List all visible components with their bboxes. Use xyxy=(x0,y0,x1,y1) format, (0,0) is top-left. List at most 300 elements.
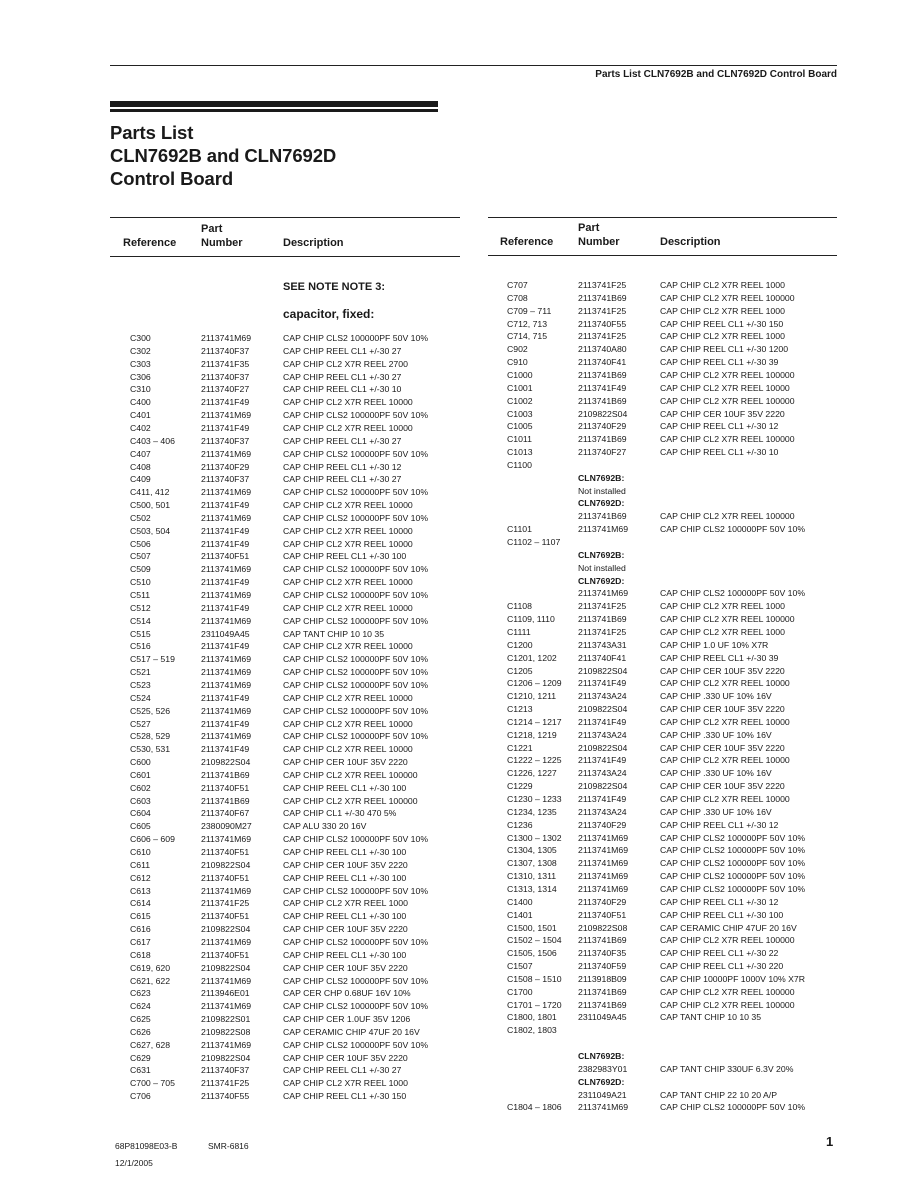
row-part-number: 2113946E01 xyxy=(201,988,250,999)
table-row xyxy=(507,319,837,329)
table-row xyxy=(130,719,460,729)
row-reference: C510 xyxy=(130,577,151,588)
row-description: CAP CHIP CLS2 100000PF 50V 10% xyxy=(283,590,429,600)
row-part-number: 2113741F49 xyxy=(201,577,250,588)
table-row xyxy=(507,563,837,573)
row-part-number: 2113740F41 xyxy=(578,357,627,368)
title-line-2: CLN7692B and CLN7692D xyxy=(110,145,337,166)
row-description: CAP CHIP CER 10UF 35V 2220 xyxy=(660,742,785,753)
table-row xyxy=(507,370,837,380)
row-description: CAP CHIP REEL CL1 +/-30 150 xyxy=(283,1091,407,1102)
row-reference: C407 xyxy=(130,448,151,459)
row-part-number: 2113741F49 xyxy=(201,692,250,703)
row-description: CAP CHIP REEL CL1 +/-30 100 xyxy=(283,847,407,857)
table-row xyxy=(507,434,837,444)
row-part-number: 2113740F27 xyxy=(578,447,627,458)
row-part-number: CLN7692D: xyxy=(578,1076,625,1087)
row-part-number: 2113741M69 xyxy=(578,871,629,882)
table-row xyxy=(507,627,837,637)
table-row xyxy=(130,898,460,908)
row-description: CAP CHIP CL2 X7R REEL 10000 xyxy=(283,692,413,703)
table-row xyxy=(507,306,837,316)
table-row xyxy=(507,974,837,984)
row-part-number: 2113740F29 xyxy=(578,421,627,432)
row-part-number: 2113741M69 xyxy=(201,705,252,716)
note-heading: SEE NOTE NOTE 3: xyxy=(283,281,386,293)
row-reference: C1206 – 1209 xyxy=(507,678,562,689)
table-row xyxy=(507,743,837,753)
row-reference: C1310, 1311 xyxy=(507,871,557,882)
table-row xyxy=(130,564,460,574)
table-row xyxy=(130,590,460,600)
row-description: CAP CHIP .330 UF 10% 16V xyxy=(660,691,772,702)
left-col-reference: Reference xyxy=(123,237,177,249)
row-description: CAP CHIP CL2 X7R REEL 1000 xyxy=(660,280,785,290)
row-reference: C502 xyxy=(130,512,151,523)
row-part-number: 2113741M69 xyxy=(578,524,629,535)
row-reference: C503, 504 xyxy=(130,525,171,536)
row-reference: C604 xyxy=(130,808,151,819)
table-row xyxy=(130,513,460,523)
row-part-number: 2113741F49 xyxy=(578,716,627,727)
table-row xyxy=(507,755,837,765)
row-part-number: 2113741M69 xyxy=(578,845,629,856)
row-part-number: 2113741M69 xyxy=(201,936,252,947)
table-row xyxy=(507,768,837,778)
row-part-number: 2113743A24 xyxy=(578,691,627,702)
table-row xyxy=(130,654,460,664)
table-row xyxy=(507,961,837,971)
row-reference: C602 xyxy=(130,782,151,793)
table-row xyxy=(130,474,460,484)
row-reference: C601 xyxy=(130,769,151,780)
table-row xyxy=(507,447,837,457)
row-reference: C1307, 1308 xyxy=(507,858,557,869)
row-part-number: 2113741M69 xyxy=(201,667,252,678)
row-reference: C1108 xyxy=(507,601,532,612)
row-reference: C506 xyxy=(130,538,151,549)
row-part-number: 2311049A45 xyxy=(201,628,250,639)
row-reference: C521 xyxy=(130,667,151,678)
row-reference: C500, 501 xyxy=(130,500,171,511)
table-row xyxy=(507,1025,837,1035)
row-reference: C1236 xyxy=(507,819,533,830)
row-part-number: 2113740F37 xyxy=(201,1065,250,1076)
row-description: CAP CHIP REEL CL1 +/-30 100 xyxy=(283,872,407,883)
table-row xyxy=(130,860,460,870)
row-part-number: 2109822S04 xyxy=(578,781,628,792)
row-description: CAP CHIP CL2 X7R REEL 10000 xyxy=(283,577,413,588)
title-bar xyxy=(110,101,438,109)
left-col-part: Part xyxy=(201,223,223,235)
row-part-number: 2113741F49 xyxy=(201,538,250,549)
right-table-top-rule xyxy=(488,217,837,218)
row-part-number: 2113741M69 xyxy=(201,1001,252,1012)
row-reference: C408 xyxy=(130,461,151,472)
row-description: CAP CHIP REEL CL1 +/-30 150 xyxy=(660,318,784,329)
row-part-number: 2113741F25 xyxy=(578,305,627,316)
row-description: CAP CHIP REEL CL1 +/-30 220 xyxy=(660,961,784,972)
row-part-number: 2113740F51 xyxy=(578,909,627,920)
table-row xyxy=(130,731,460,741)
row-reference: C626 xyxy=(130,1026,151,1037)
row-part-number: 2113740F51 xyxy=(201,872,250,883)
row-description: CAP CHIP CL2 X7R REEL 100000 xyxy=(660,434,795,445)
row-part-number: 2113740F27 xyxy=(201,384,250,395)
row-description: CAP CHIP REEL CL1 +/-30 39 xyxy=(660,652,779,663)
row-part-number: 2113741M69 xyxy=(201,448,252,459)
row-part-number: 2113741F49 xyxy=(201,500,250,511)
row-reference: C1000 xyxy=(507,369,533,380)
row-description: CAP CHIP CL2 X7R REEL 1000 xyxy=(660,626,785,637)
row-reference: C1200 xyxy=(507,639,533,650)
row-reference: C1700 xyxy=(507,986,533,997)
row-description: CAP CHIP REEL CL1 +/-30 27 xyxy=(283,474,402,485)
table-row xyxy=(130,1053,460,1063)
table-row xyxy=(130,616,460,626)
table-row xyxy=(507,498,837,508)
row-description: CAP CHIP CLS2 100000PF 50V 10% xyxy=(660,832,806,843)
row-description: CAP CHIP CL2 X7R REEL 10000 xyxy=(660,678,790,689)
row-description: CAP CHIP CL1 +/-30 470 5% xyxy=(283,808,397,819)
table-row xyxy=(507,653,837,663)
table-row xyxy=(130,372,460,382)
row-part-number: 2113743A24 xyxy=(578,806,627,817)
row-part-number: 2113741M69 xyxy=(578,588,629,599)
table-row xyxy=(507,331,837,341)
row-description: CAP CHIP CL2 X7R REEL 100000 xyxy=(660,369,795,380)
title-line-1: Parts List xyxy=(110,122,194,143)
row-reference: C614 xyxy=(130,898,151,909)
table-row xyxy=(507,640,837,650)
table-row xyxy=(130,603,460,613)
table-row xyxy=(130,526,460,536)
row-description: CAP CHIP CLS2 100000PF 50V 10% xyxy=(283,731,429,742)
row-description: CAP CHIP CER 10UF 35V 2220 xyxy=(660,408,785,419)
row-part-number: 2109822S08 xyxy=(578,922,628,933)
table-row xyxy=(130,950,460,960)
row-part-number: CLN7692B: xyxy=(578,1051,625,1061)
table-row xyxy=(130,539,460,549)
section-heading: capacitor, fixed: xyxy=(283,307,375,321)
row-description: CAP CHIP REEL CL1 +/-30 12 xyxy=(660,819,779,830)
row-part-number: Not installed xyxy=(578,562,626,573)
row-reference: C615 xyxy=(130,911,151,922)
row-description: CAP CHIP CLS2 100000PF 50V 10% xyxy=(660,1102,806,1113)
row-part-number: 2113741M69 xyxy=(201,654,252,665)
row-reference: C400 xyxy=(130,397,151,408)
table-row xyxy=(130,436,460,446)
row-description: CAP CHIP REEL CL1 +/-30 10 xyxy=(283,384,402,395)
row-description: CAP CHIP CL2 X7R REEL 100000 xyxy=(660,511,795,522)
row-reference: C402 xyxy=(130,422,151,433)
table-row xyxy=(130,1014,460,1024)
row-reference: C1003 xyxy=(507,408,533,419)
row-description: CAP CHIP CL2 X7R REEL 2700 xyxy=(283,358,408,369)
row-reference: C524 xyxy=(130,692,151,703)
row-reference: C910 xyxy=(507,357,528,368)
row-description: CAP CHIP CLS2 100000PF 50V 10% xyxy=(283,667,429,678)
row-description: CAP CHIP REEL CL1 +/-30 1200 xyxy=(660,344,789,355)
table-row xyxy=(130,808,460,818)
row-reference: C1210, 1211 xyxy=(507,691,557,702)
row-part-number: 2113918B09 xyxy=(578,973,627,984)
table-row xyxy=(507,717,837,727)
row-description: CAP CHIP CL2 X7R REEL 100000 xyxy=(660,614,795,625)
row-reference: C627, 628 xyxy=(130,1039,171,1050)
table-row xyxy=(507,1051,837,1061)
table-row xyxy=(130,963,460,973)
row-reference: C606 – 609 xyxy=(130,834,175,845)
table-row xyxy=(130,641,460,651)
row-part-number: 2113741M69 xyxy=(201,834,252,845)
row-reference: C1001 xyxy=(507,382,533,393)
row-part-number: 2113741F25 xyxy=(578,601,627,612)
row-description: CAP CHIP CLS2 100000PF 50V 10% xyxy=(283,512,429,523)
row-reference: C530, 531 xyxy=(130,744,171,755)
row-reference: C523 xyxy=(130,679,151,690)
row-description: CAP CHIP CLS2 100000PF 50V 10% xyxy=(283,1039,429,1050)
table-row xyxy=(507,601,837,611)
row-description: CAP CHIP CLS2 100000PF 50V 10% xyxy=(283,333,429,343)
row-part-number: 2109822S04 xyxy=(578,704,628,715)
row-description: CAP CHIP CL2 X7R REEL 100000 xyxy=(660,999,795,1010)
row-reference: C621, 622 xyxy=(130,975,171,986)
row-part-number: CLN7692D: xyxy=(578,498,625,509)
row-part-number: 2113741B69 xyxy=(578,614,627,625)
row-part-number: 2113741F25 xyxy=(578,331,627,342)
left-col-number: Number xyxy=(201,237,243,249)
table-row xyxy=(507,1038,837,1048)
right-table-header-rule xyxy=(488,255,837,256)
footer-doc-number: 68P81098E03-B xyxy=(115,1141,178,1151)
table-row xyxy=(507,576,837,586)
row-part-number: 2113741F49 xyxy=(578,794,627,804)
row-part-number: 2113741M69 xyxy=(201,615,252,626)
row-reference: C616 xyxy=(130,924,151,935)
row-part-number: 2380090M27 xyxy=(201,821,252,832)
row-part-number: 2113741B69 xyxy=(201,769,250,780)
row-reference: C517 – 519 xyxy=(130,654,175,665)
table-row xyxy=(507,486,837,496)
row-description: CAP CHIP CER 10UF 35V 2220 xyxy=(283,859,408,870)
row-reference: C1102 – 1107 xyxy=(507,537,561,547)
row-description: CAP CHIP CL2 X7R REEL 10000 xyxy=(660,755,790,766)
row-part-number: 2113743A24 xyxy=(578,768,627,779)
row-reference: C1201, 1202 xyxy=(507,652,557,663)
row-description: CAP CHIP CLS2 100000PF 50V 10% xyxy=(283,448,429,459)
table-row xyxy=(130,423,460,433)
row-description: CAP CERAMIC CHIP 47UF 20 16V xyxy=(660,922,797,933)
row-description: CAP CHIP CL2 X7R REEL 100000 xyxy=(660,292,795,303)
row-part-number: 2113740F51 xyxy=(201,782,250,793)
table-row xyxy=(507,344,837,354)
row-part-number: 2311049A45 xyxy=(578,1012,627,1023)
table-row xyxy=(130,1065,460,1075)
row-reference: C707 xyxy=(507,280,528,290)
row-reference: C613 xyxy=(130,885,151,896)
row-reference: C709 – 711 xyxy=(507,305,552,316)
table-row xyxy=(130,397,460,407)
header-rule xyxy=(110,65,837,66)
row-description: CAP TANT CHIP 10 10 35 xyxy=(660,1012,762,1023)
row-description: CAP CHIP CL2 X7R REEL 10000 xyxy=(283,718,413,729)
row-reference: C525, 526 xyxy=(130,705,171,716)
row-description: CAP CHIP CLS2 100000PF 50V 10% xyxy=(283,975,429,986)
row-reference: C403 – 406 xyxy=(130,435,175,446)
running-header: Parts List CLN7692B and CLN7692D Control Board xyxy=(595,69,837,80)
right-col-reference: Reference xyxy=(500,236,554,248)
row-part-number: 2113741M69 xyxy=(201,1039,252,1050)
row-part-number: CLN7692B: xyxy=(578,549,625,560)
row-description: CAP CHIP CLS2 100000PF 50V 10% xyxy=(283,654,429,665)
table-row xyxy=(507,923,837,933)
row-description: CAP TANT CHIP 22 10 20 A/P xyxy=(660,1089,778,1100)
table-row xyxy=(507,678,837,688)
row-description: CAP CHIP CLS2 100000PF 50V 10% xyxy=(283,410,429,421)
table-row xyxy=(507,1012,837,1022)
row-description: CAP CHIP REEL CL1 +/-30 100 xyxy=(283,551,407,562)
row-part-number: 2113741M69 xyxy=(201,410,252,421)
row-part-number: 2113740F55 xyxy=(578,318,627,329)
row-description: CAP CER CHP 0.68UF 16V 10% xyxy=(283,988,411,999)
row-part-number: 2113741M69 xyxy=(201,975,252,986)
left-col-description: Description xyxy=(283,237,344,249)
row-description: CAP TANT CHIP 330UF 6.3V 20% xyxy=(660,1063,794,1074)
row-reference: C515 xyxy=(130,628,151,639)
row-description: CAP CHIP CL2 X7R REEL 1000 xyxy=(660,305,785,316)
table-row xyxy=(507,897,837,907)
row-reference: C1214 – 1217 xyxy=(507,716,562,727)
row-part-number: 2109822S04 xyxy=(201,757,251,768)
table-row xyxy=(507,807,837,817)
row-part-number: 2113741B69 xyxy=(578,434,627,445)
row-part-number: 2113741M69 xyxy=(201,885,252,896)
row-description: CAP CHIP CLS2 100000PF 50V 10% xyxy=(283,615,429,626)
row-reference: C700 – 705 xyxy=(130,1078,175,1089)
row-part-number: 2113740F37 xyxy=(201,474,250,485)
table-row xyxy=(507,1102,837,1112)
table-row xyxy=(507,537,837,547)
row-description: CAP CHIP .330 UF 10% 16V xyxy=(660,729,772,740)
row-reference: C411, 412 xyxy=(130,487,170,498)
table-row xyxy=(507,884,837,894)
row-part-number: 2113741F49 xyxy=(201,718,250,729)
row-part-number: 2113740F51 xyxy=(201,847,250,857)
row-part-number: 2113741B69 xyxy=(578,369,627,380)
table-row xyxy=(130,821,460,831)
table-row xyxy=(130,680,460,690)
right-col-number: Number xyxy=(578,236,620,248)
row-part-number: 2109822S04 xyxy=(578,742,628,753)
row-description: CAP CHIP CL2 X7R REEL 10000 xyxy=(283,744,413,755)
row-reference: C902 xyxy=(507,344,528,355)
row-reference: C511 xyxy=(130,590,151,600)
row-description: CAP CHIP CER 10UF 35V 2220 xyxy=(283,924,408,935)
row-part-number: 2113741F25 xyxy=(201,1078,250,1089)
row-reference: C1800, 1801 xyxy=(507,1012,557,1023)
row-description: CAP CHIP CL2 X7R REEL 10000 xyxy=(283,538,413,549)
row-description: CAP CHIP CLS2 100000PF 50V 10% xyxy=(283,487,429,498)
table-row xyxy=(130,462,460,472)
row-reference: C514 xyxy=(130,615,151,626)
table-row xyxy=(507,858,837,868)
row-reference: C619, 620 xyxy=(130,962,171,973)
table-row xyxy=(130,1001,460,1011)
row-description: CAP CHIP REEL CL1 +/-30 27 xyxy=(283,435,402,446)
row-part-number: 2113741F35 xyxy=(201,358,250,369)
row-reference: C300 xyxy=(130,333,151,343)
row-reference: C1213 xyxy=(507,704,533,715)
table-row xyxy=(130,333,460,343)
row-reference: C1804 – 1806 xyxy=(507,1102,562,1113)
row-description: CAP CHIP REEL CL1 +/-30 12 xyxy=(283,461,402,472)
table-row xyxy=(507,871,837,881)
row-part-number: 2113741M69 xyxy=(201,731,252,742)
table-row xyxy=(507,820,837,830)
row-reference: C1111 xyxy=(507,626,531,637)
row-reference: C1205 xyxy=(507,665,533,676)
table-row xyxy=(507,588,837,598)
row-reference: C1218, 1219 xyxy=(507,729,557,740)
table-row xyxy=(507,781,837,791)
row-part-number: 2113741F25 xyxy=(578,626,627,637)
table-row xyxy=(507,280,837,290)
row-reference: C1011 xyxy=(507,434,532,445)
row-part-number: 2113740F29 xyxy=(578,896,627,907)
table-row xyxy=(507,948,837,958)
row-part-number: 2113741B69 xyxy=(578,999,627,1010)
table-row xyxy=(130,410,460,420)
row-part-number: 2113740F51 xyxy=(201,949,250,960)
row-description: CAP CHIP CL2 X7R REEL 10000 xyxy=(283,500,413,511)
table-row xyxy=(130,577,460,587)
row-reference: C611 xyxy=(130,859,151,870)
row-part-number: 2382983Y01 xyxy=(578,1063,628,1074)
row-description: CAP CHIP CLS2 100000PF 50V 10% xyxy=(283,936,429,947)
row-description: CAP CHIP CL2 X7R REEL 1000 xyxy=(660,331,785,342)
row-description: CAP CHIP CL2 X7R REEL 100000 xyxy=(660,935,795,946)
row-description: CAP CHIP CL2 X7R REEL 10000 xyxy=(660,716,790,727)
table-row xyxy=(507,421,837,431)
row-description: CAP CHIP REEL CL1 +/-30 27 xyxy=(283,371,402,382)
table-row xyxy=(507,396,837,406)
table-row xyxy=(130,757,460,767)
row-reference: C603 xyxy=(130,795,151,806)
table-row xyxy=(507,935,837,945)
row-description: CAP CHIP CL2 X7R REEL 10000 xyxy=(660,382,790,393)
table-row xyxy=(507,666,837,676)
table-row xyxy=(130,1027,460,1037)
table-row xyxy=(130,834,460,844)
table-row xyxy=(130,937,460,947)
row-part-number: 2113743A24 xyxy=(578,729,627,740)
row-description: CAP CHIP REEL CL1 +/-30 100 xyxy=(283,782,407,793)
row-description: CAP CHIP CER 10UF 35V 2220 xyxy=(660,704,785,715)
row-part-number: 2113740F37 xyxy=(201,371,250,382)
row-description: CAP TANT CHIP 10 10 35 xyxy=(283,628,385,639)
row-reference: C409 xyxy=(130,474,151,485)
row-part-number: 2113741M69 xyxy=(201,512,252,523)
row-reference: C1508 – 1510 xyxy=(507,973,562,984)
row-part-number: 2113741F25 xyxy=(578,280,627,290)
row-part-number: 2109822S04 xyxy=(201,1052,251,1063)
row-part-number: 2109822S04 xyxy=(578,665,628,676)
row-description: CAP CHIP REEL CL1 +/-30 100 xyxy=(283,911,407,922)
table-row xyxy=(507,614,837,624)
row-description: CAP CHIP REEL CL1 +/-30 100 xyxy=(660,909,784,920)
row-part-number: 2113740F35 xyxy=(578,948,627,959)
